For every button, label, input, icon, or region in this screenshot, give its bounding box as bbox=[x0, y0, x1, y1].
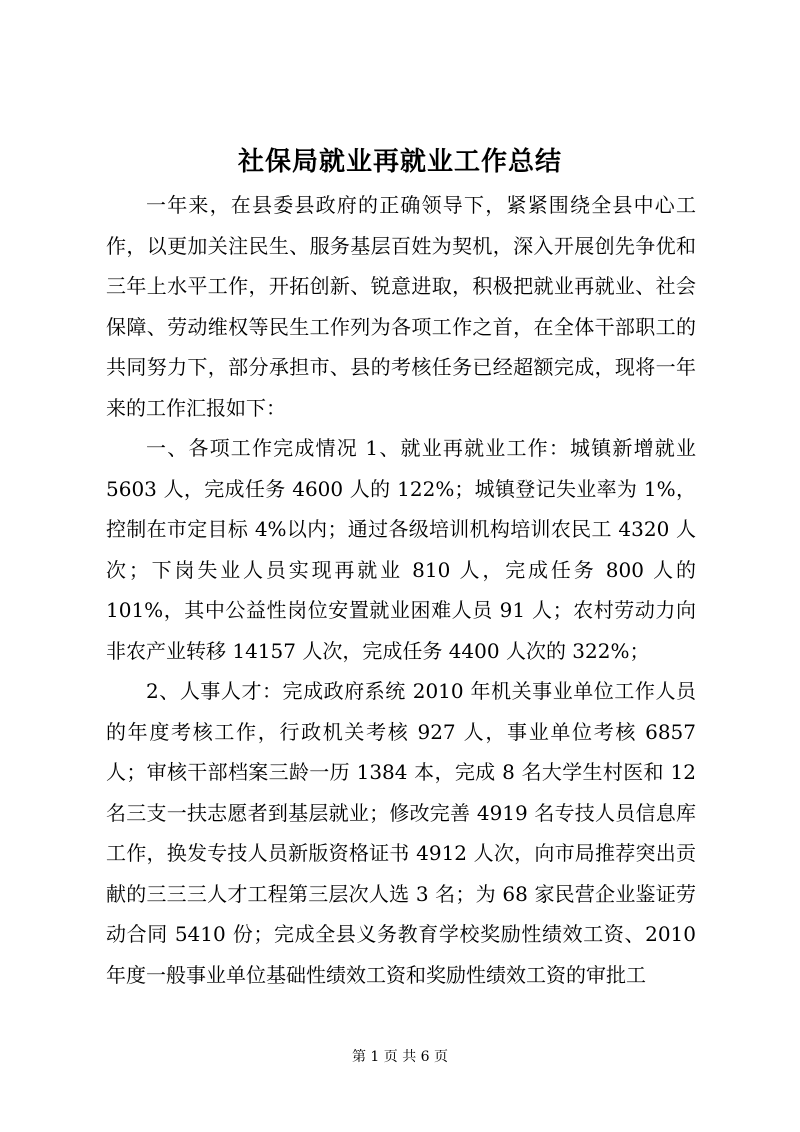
paragraph-intro: 一年来，在县委县政府的正确领导下，紧紧围绕全县中心工作，以更加关注民生、服务基层百姓为契机，深入开展创先争优和三年上水平工作，开拓创新、锐意进取，积极把就业再就业、社会保障、劳动维权等民生工作列为各项工作之首，在全体干部职工的共同努力下，部分承担市、县的考核任务已经超额完成，现将一年来的工作汇报如下： bbox=[106, 193, 696, 420]
page-footer: 第 1 页 共 6 页 bbox=[351, 1049, 449, 1065]
document-body bbox=[106, 185, 696, 995]
paragraph-personnel: 2、人事人才：完成政府系统 2010 年机关事业单位工作人员的年度考核工作，行政机关考核 927 人，事业单位考核 6857 人；审核干部档案三龄一历 1384 本，完成 8 名大学生村医和 12 名三支一扶志愿者到基层就业；修改完善 4919 名专技人员信息库工作，换发专技人员新版资格证书 4912 人次，向市局推荐突出贡献的三三三人才工程第三层次人选 3 名；为 68 家民营企业鉴证劳动合同 5410 份；完成全县义务教育学校奖励性绩效工资、2010 年度一般事业单位基础性绩效工资和奖励性绩效工资的审批工 bbox=[106, 679, 696, 987]
document-title: 社保局就业再就业工作总结 bbox=[237, 147, 562, 177]
paragraph-employment: 一、各项工作完成情况 1、就业再就业工作：城镇新增就业 5603 人，完成任务 4600 人的 122%；城镇登记失业率为 1%，控制在市定目标 4%以内；通过各级培训机构培训农民工 4320 人次；下岗失业人员实现再就业 810 人，完成任务 800 人的 101%，其中公益性岗位安置就业困难人员 91 人；农村劳动力向非农产业转移 14157 人次，完成任务 4400 人次的 322%； bbox=[106, 436, 696, 663]
